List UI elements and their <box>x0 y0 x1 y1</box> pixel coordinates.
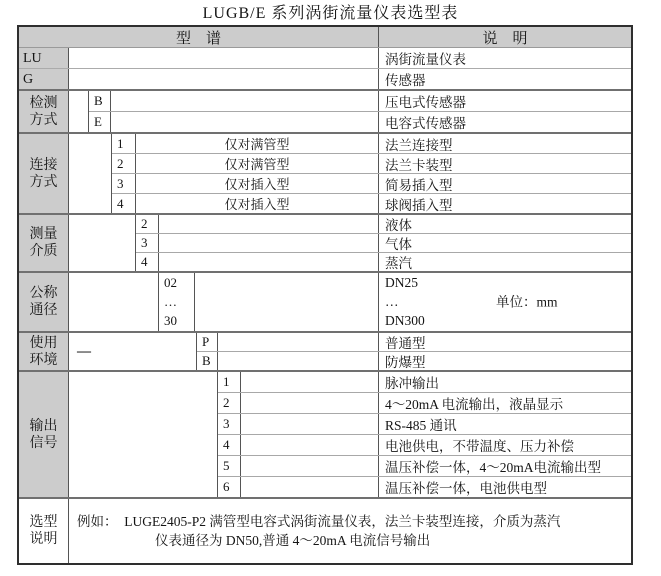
merged-blank-cell <box>159 253 379 271</box>
table-row <box>69 48 631 68</box>
section-connection-mode <box>19 132 631 213</box>
desc-cell: 蒸汽 <box>385 256 412 271</box>
desc-cell: 液体 <box>385 218 412 233</box>
desc-cell: 电容式传感器 <box>385 116 466 131</box>
desc-cell: 脉冲输出 <box>385 376 439 391</box>
code-cell: B <box>89 91 111 111</box>
unit-label: 单位：mm <box>496 294 558 310</box>
desc-cell: 简易插入型 <box>385 177 453 193</box>
table-row <box>112 193 631 213</box>
code-cell: 6 <box>218 477 241 497</box>
desc-cell: 压电式传感器 <box>385 95 466 110</box>
table-row <box>89 91 631 111</box>
code-cell: 4 <box>218 435 241 455</box>
desc-cell: RS-485 通讯 <box>385 418 457 433</box>
table-row <box>218 476 631 497</box>
code-cell: 2 <box>218 393 241 413</box>
code-cell: 3 <box>218 414 241 434</box>
row-label: 连接方式 <box>19 134 69 213</box>
table-header-model: 型 谱 <box>19 27 379 47</box>
merged-blank-cell <box>218 333 379 351</box>
table-row <box>89 111 631 132</box>
code-cell: 2 <box>112 154 136 173</box>
table-row <box>197 333 631 351</box>
merged-blank-cell <box>241 477 379 497</box>
table-row <box>136 215 631 233</box>
section-nominal-diameter <box>19 271 631 331</box>
row-label: LU <box>19 48 69 68</box>
example-cell <box>69 499 631 563</box>
table-row <box>159 273 631 331</box>
section-medium <box>19 213 631 271</box>
merged-spacer-cell <box>69 215 136 271</box>
table-row <box>197 351 631 370</box>
table-row <box>69 69 631 89</box>
merged-blank-cell <box>241 456 379 476</box>
section-environment <box>19 331 631 370</box>
merged-blank-cell <box>195 273 379 331</box>
table-row <box>112 153 631 173</box>
code-cell: E <box>89 112 111 132</box>
merged-blank-cell <box>69 48 379 68</box>
merged-spacer-cell <box>69 134 112 213</box>
desc-value: DN300 <box>385 313 425 328</box>
table-row <box>218 434 631 455</box>
code-cell: 1 <box>112 134 136 153</box>
merged-blank-cell <box>111 112 379 132</box>
desc-cell: 气体 <box>385 237 412 252</box>
section-lu <box>19 48 631 68</box>
row-label: 输出信号 <box>19 372 69 497</box>
code-cell: 3 <box>112 174 136 193</box>
desc-cell: 温压补偿一体，电池供电型 <box>385 481 547 496</box>
note-cell: 仅对满管型 <box>136 154 379 173</box>
table-row <box>136 233 631 252</box>
row-label: 检测方式 <box>19 91 69 132</box>
row-label: 选型说明 <box>19 499 69 563</box>
code-cell: B <box>197 352 218 370</box>
dash-cell <box>69 333 197 370</box>
desc-cell: 普通型 <box>385 336 426 351</box>
row-label: 测量介质 <box>19 215 69 271</box>
table-row <box>218 372 631 392</box>
note-cell: 仅对插入型 <box>136 174 379 193</box>
code-cell: 4 <box>136 253 159 271</box>
desc-cell: 球阀插入型 <box>385 197 453 213</box>
code-cell: 1 <box>218 372 241 392</box>
merged-blank-cell <box>111 91 379 111</box>
section-g <box>19 68 631 89</box>
code-cell <box>159 273 195 331</box>
section-detection-mode <box>19 89 631 132</box>
note-cell: 仅对满管型 <box>136 134 379 153</box>
table-row <box>112 173 631 193</box>
desc-cell: 4～20mA 电流输出，液晶显示 <box>385 397 564 412</box>
code-cell: 5 <box>218 456 241 476</box>
code-value: 02 <box>164 275 177 290</box>
dash-mark: — <box>77 343 91 359</box>
row-label: 公称通径 <box>19 273 69 331</box>
merged-blank-cell <box>241 435 379 455</box>
table-row <box>112 134 631 153</box>
code-cell: 2 <box>136 215 159 233</box>
desc-cell: 防爆型 <box>385 355 426 370</box>
table-header-desc: 说 明 <box>482 30 528 47</box>
code-cell: P <box>197 333 218 351</box>
code-ellipsis: … <box>164 294 177 309</box>
section-selection-note <box>19 497 631 563</box>
merged-blank-cell <box>241 393 379 413</box>
code-cell: 4 <box>112 194 136 213</box>
merged-blank-cell <box>159 234 379 252</box>
code-value: 30 <box>164 313 177 328</box>
merged-spacer-cell <box>69 91 89 132</box>
desc-cell: 电池供电，不带温度、压力补偿 <box>385 439 574 454</box>
selection-table <box>17 25 633 565</box>
table-row <box>218 413 631 434</box>
merged-blank-cell <box>69 69 379 89</box>
desc-value: DN25 <box>385 275 418 290</box>
example-line-1: 例如： LUGE2405-P2 满管型电容式涡街流量仪表，法兰卡装型连接，介质为蒸汽 <box>77 514 561 529</box>
merged-spacer-cell <box>69 273 159 331</box>
desc-cell: 法兰卡装型 <box>385 157 453 173</box>
table-row <box>136 252 631 271</box>
merged-blank-cell <box>159 215 379 233</box>
page-title: LUGB/E 系列涡街流量仪表选型表 <box>202 5 459 22</box>
note-cell: 仅对插入型 <box>136 194 379 213</box>
table-row <box>218 455 631 476</box>
section-output-signal <box>19 370 631 497</box>
table-header-row <box>19 27 631 48</box>
desc-cell: 法兰连接型 <box>385 137 453 153</box>
merged-blank-cell <box>218 352 379 370</box>
desc-cell: 传感器 <box>385 73 426 88</box>
merged-blank-cell <box>241 372 379 392</box>
merged-spacer-cell <box>69 372 218 497</box>
desc-cell: 涡街流量仪表 <box>385 52 466 67</box>
code-cell: 3 <box>136 234 159 252</box>
table-row <box>218 392 631 413</box>
desc-ellipsis: … <box>385 294 399 309</box>
row-label: G <box>19 69 69 89</box>
desc-cell: 温压补偿一体，4～20mA电流输出型 <box>385 460 601 475</box>
example-line-2: 仪表通径为 DN50,普通 4～20mA 电流信号输出 <box>155 533 431 548</box>
merged-blank-cell <box>241 414 379 434</box>
desc-cell <box>379 273 631 331</box>
row-label: 使用环境 <box>19 333 69 370</box>
